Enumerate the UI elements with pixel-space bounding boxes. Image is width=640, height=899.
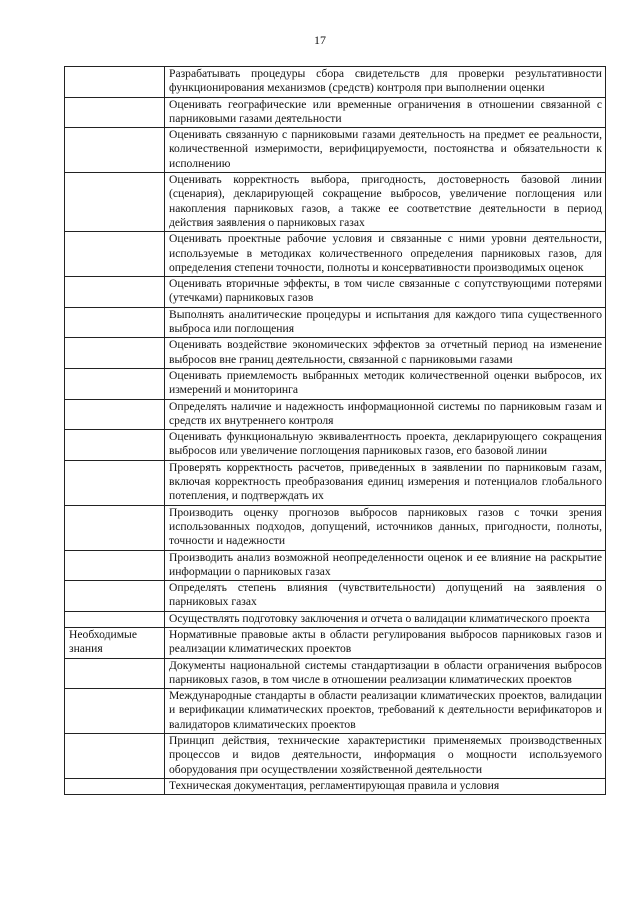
row-label-cell bbox=[65, 399, 165, 430]
row-label-cell bbox=[65, 277, 165, 308]
table-row bbox=[65, 778, 606, 794]
table-row bbox=[65, 550, 606, 581]
page-number: 17 bbox=[314, 33, 326, 47]
table-row bbox=[65, 460, 606, 505]
table-row bbox=[65, 734, 606, 779]
table-row bbox=[65, 307, 606, 338]
row-text-cell: Выполнять аналитические процедуры и испытания для каждого типа существенного выброса или поглощения bbox=[165, 307, 606, 338]
row-label-cell bbox=[65, 338, 165, 369]
row-label-cell bbox=[65, 581, 165, 612]
row-label-cell bbox=[65, 689, 165, 734]
table-body bbox=[65, 67, 606, 795]
row-text-cell: Оценивать связанную с парниковыми газами деятельность на предмет ее реальности, количественной измеримости, верифицируемости, постоянства и обязательности к исполнению bbox=[165, 128, 606, 173]
table-row bbox=[65, 430, 606, 461]
row-label-cell bbox=[65, 734, 165, 779]
row-label-cell bbox=[65, 232, 165, 277]
row-text-cell: Оценивать приемлемость выбранных методик количественной оценки выбросов, их измерений и мониторинга bbox=[165, 368, 606, 399]
row-text-cell: Разрабатывать процедуры сбора свидетельств для проверки результативности функционирования механизмов (средств) контроля при выполнении оценки bbox=[165, 67, 606, 98]
row-label-cell bbox=[65, 611, 165, 627]
row-label-cell bbox=[65, 505, 165, 550]
row-text-cell: Техническая документация, регламентирующая правила и условия bbox=[165, 778, 606, 794]
table-row bbox=[65, 627, 606, 658]
row-text-cell: Оценивать вторичные эффекты, в том числе связанные с сопутствующими потерями (утечками) парниковых газов bbox=[165, 277, 606, 308]
row-text-cell: Производить оценку прогнозов выбросов парниковых газов с точки зрения использованных подходов, допущений, источников данных, пригодности, полноты, точности и надежности bbox=[165, 505, 606, 550]
row-label-cell bbox=[65, 460, 165, 505]
row-text-cell: Определять степень влияния (чувствительности) допущений на заявления о парниковых газах bbox=[165, 581, 606, 612]
row-text-cell: Проверять корректность расчетов, приведенных в заявлении по парниковым газам, включая корректность преобразования единиц измерения и потенциалов глобального потепления, и подтверждать их bbox=[165, 460, 606, 505]
row-label-cell bbox=[65, 97, 165, 128]
row-label-cell bbox=[65, 658, 165, 689]
row-text-cell: Осуществлять подготовку заключения и отчета о валидации климатического проекта bbox=[165, 611, 606, 627]
table-row bbox=[65, 173, 606, 232]
table-row bbox=[65, 67, 606, 98]
table-row bbox=[65, 658, 606, 689]
table-row bbox=[65, 505, 606, 550]
table-row bbox=[65, 128, 606, 173]
row-label-cell bbox=[65, 368, 165, 399]
table-row bbox=[65, 689, 606, 734]
row-text-cell: Оценивать функциональную эквивалентность проекта, декларирующего сокращения выбросов или увеличение поглощения парниковых газов, его базовой линии bbox=[165, 430, 606, 461]
row-label-cell bbox=[65, 128, 165, 173]
row-text-cell: Нормативные правовые акты в области регулирования выбросов парниковых газов и реализации климатических проектов bbox=[165, 627, 606, 658]
table-row bbox=[65, 277, 606, 308]
table-row bbox=[65, 338, 606, 369]
row-label-cell bbox=[65, 778, 165, 794]
row-text-cell: Производить анализ возможной неопределенности оценок и ее влияние на раскрытие информации о парниковых газах bbox=[165, 550, 606, 581]
row-text-cell: Документы национальной системы стандартизации в области ограничения выбросов парниковых газов, в том числе в отношении реализации климатических проектов bbox=[165, 658, 606, 689]
row-label-cell bbox=[65, 307, 165, 338]
row-text-cell: Определять наличие и надежность информационной системы по парниковым газам и средств их внутреннего контроля bbox=[165, 399, 606, 430]
table-row bbox=[65, 581, 606, 612]
table-row bbox=[65, 232, 606, 277]
row-text-cell: Оценивать проектные рабочие условия и связанные с ними уровни деятельности, используемые в методиках количественного определения парниковых газов, для определения степени точности, полноты и консервативности производимых оценок bbox=[165, 232, 606, 277]
table-row bbox=[65, 368, 606, 399]
row-label-cell bbox=[65, 430, 165, 461]
row-label-cell bbox=[65, 67, 165, 98]
row-text-cell: Оценивать географические или временные ограничения в отношении связанной с парниковыми газами деятельности bbox=[165, 97, 606, 128]
row-label-cell bbox=[65, 173, 165, 232]
competency-table bbox=[64, 66, 606, 795]
row-text-cell: Принцип действия, технические характеристики применяемых производственных процессов и видов деятельности, информация о мощности используемого оборудования при осуществлении хозяйственной деятельности bbox=[165, 734, 606, 779]
row-text-cell: Оценивать корректность выбора, пригодность, достоверность базовой линии (сценария), декларирующей сокращение выбросов, увеличение поглощения или накопления парниковых газов, а также ее соответствие деятельности в период действия заявления о парниковых газах bbox=[165, 173, 606, 232]
table-row bbox=[65, 97, 606, 128]
row-text-cell: Международные стандарты в области реализации климатических проектов, валидации и верификации климатических проектов, требований к деятельности верификаторов и валидаторов климатических проектов bbox=[165, 689, 606, 734]
row-label-cell bbox=[65, 550, 165, 581]
table-row bbox=[65, 399, 606, 430]
row-label-cell: Необходимые знания bbox=[65, 627, 165, 658]
row-text-cell: Оценивать воздействие экономических эффектов за отчетный период на изменение выбросов вне границ деятельности, связанной с парниковыми газами bbox=[165, 338, 606, 369]
table-row bbox=[65, 611, 606, 627]
